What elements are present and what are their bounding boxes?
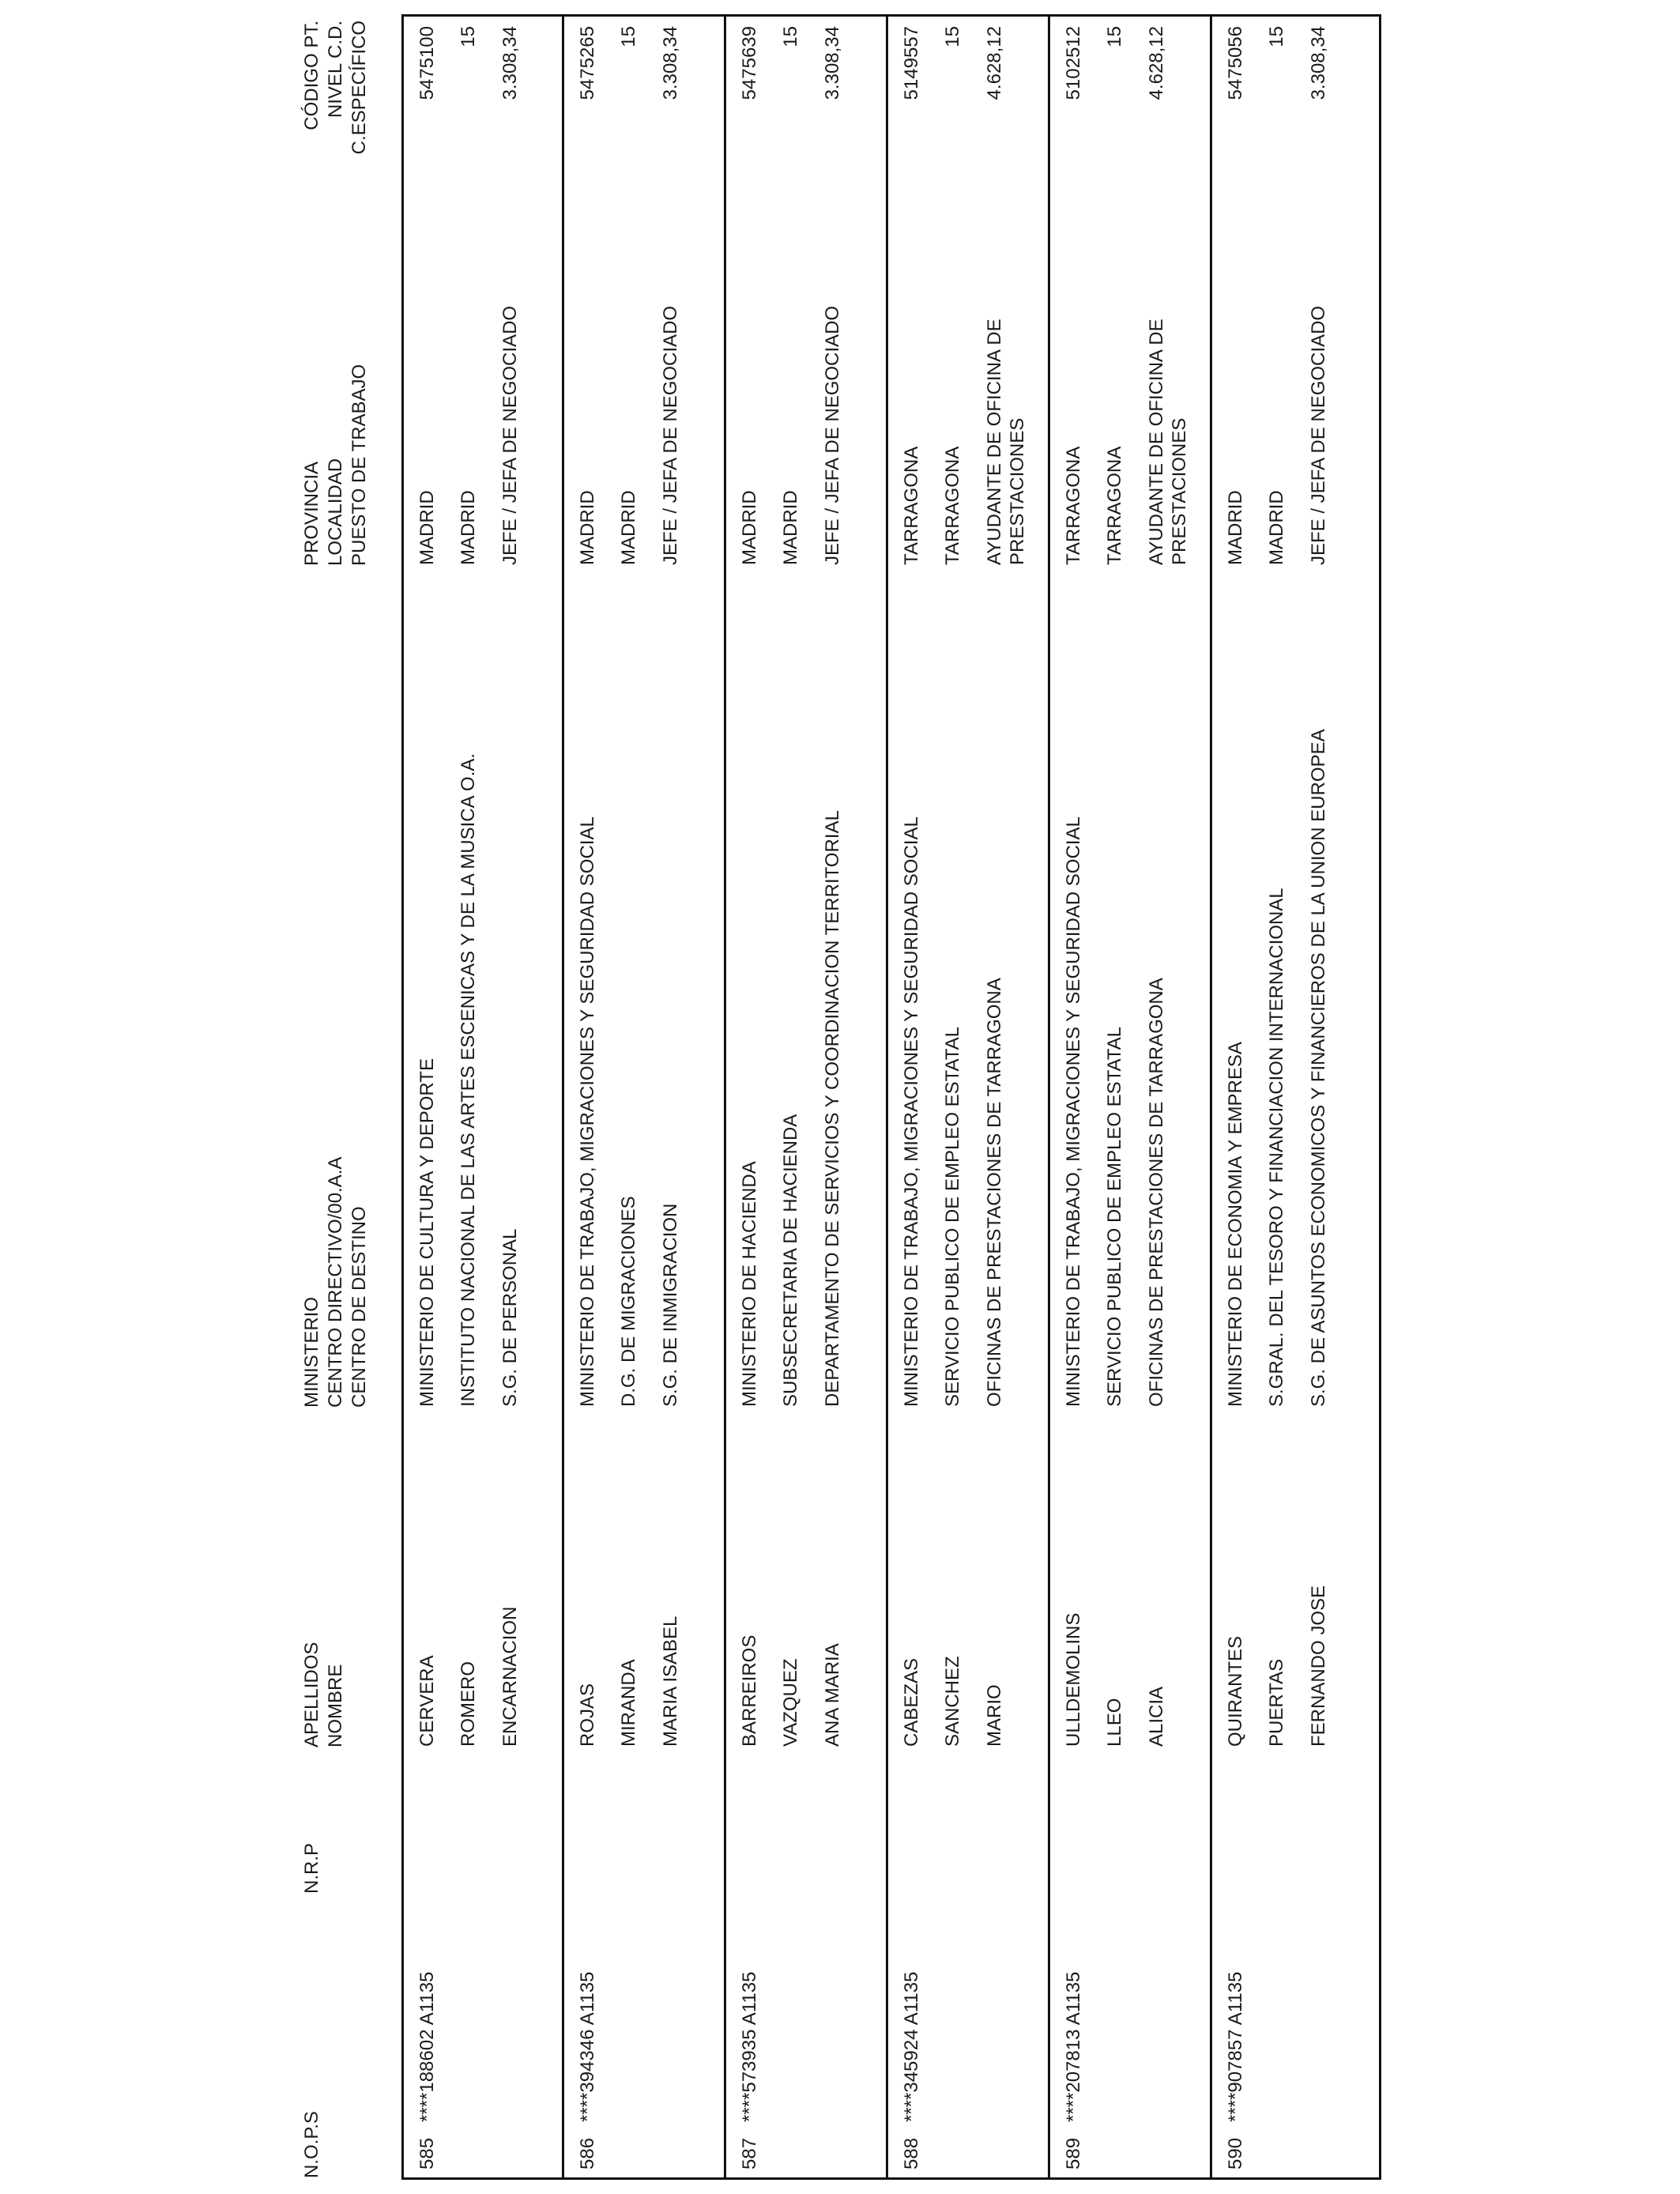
surname-1-cell: ROJAS [577, 1683, 598, 1747]
header-centro-destino-line: CENTRO DE DESTINO [348, 1206, 370, 1408]
header-nombre-line: NOMBRE [325, 1664, 346, 1747]
nrp-cell: ****207813 A1135 [1063, 1971, 1084, 2122]
given-name-cell: ALICIA [1146, 1686, 1167, 1747]
surname-2-cell: VAZQUEZ [780, 1658, 801, 1747]
level-cell: 15 [618, 26, 639, 47]
table-row [1210, 17, 1379, 2177]
directorate-cell: SERVICIO PUBLICO DE EMPLEO ESTATAL [942, 1026, 963, 1407]
nops-cell: 590 [1225, 2137, 1246, 2169]
header-codigo [300, 21, 371, 250]
destination-cell: OFICINAS DE PRESTACIONES DE TARRAGONA [1146, 978, 1167, 1407]
surname-2-cell: MIRANDA [618, 1659, 639, 1747]
records-table [401, 14, 1381, 2180]
table-row [886, 17, 1048, 2177]
directorate-cell: D.G. DE MIGRACIONES [618, 1196, 639, 1407]
header-ministerio-line: MINISTERIO [301, 1296, 322, 1408]
header-puesto-line: PUESTO DE TRABAJO [348, 364, 370, 566]
code-cell: 5475265 [577, 26, 598, 100]
job-title-cell: AYUDANTE DE OFICINA DE PRESTACIONES [984, 319, 1028, 565]
ministry-cell: MINISTERIO DE HACIENDA [739, 1161, 760, 1407]
nrp-cell: ****345924 A1135 [901, 1971, 922, 2122]
surname-2-cell: LLEO [1104, 1698, 1125, 1747]
header-provincia [300, 364, 371, 566]
level-cell: 15 [1266, 26, 1287, 47]
locality-cell: MADRID [1266, 490, 1287, 565]
level-cell: 15 [780, 26, 801, 47]
level-cell: 15 [942, 26, 963, 47]
locality-cell: MADRID [618, 490, 639, 565]
header-centro-directivo-line: CENTRO DIRECTIVO/00.A.A [325, 1156, 346, 1408]
header-provincia-line: PROVINCIA [301, 461, 322, 566]
ministry-cell: MINISTERIO DE TRABAJO, MIGRACIONES Y SEGURIDAD SOCIAL [901, 816, 922, 1407]
ministry-cell: MINISTERIO DE TRABAJO, MIGRACIONES Y SEGURIDAD SOCIAL [1063, 816, 1084, 1407]
specific-supplement-cell: 4.628,12 [1146, 26, 1167, 100]
nops-cell: 585 [416, 2137, 438, 2169]
header-ministerio [300, 1157, 371, 1408]
specific-supplement-cell: 4.628,12 [984, 26, 1005, 100]
table-row [1048, 17, 1210, 2177]
nops-cell: 589 [1063, 2137, 1084, 2169]
destination-cell: S.G. DE ASUNTOS ECONOMICOS Y FINANCIEROS DE LA UNION EUROPEA [1308, 729, 1329, 1407]
code-cell: 5149557 [901, 26, 922, 100]
header-nops [300, 2111, 324, 2178]
surname-1-cell: ULLDEMOLINS [1063, 1612, 1084, 1747]
directorate-cell: SUBSECRETARIA DE HACIENDA [780, 1114, 801, 1407]
header-nrp-label: N.R.P [301, 1842, 322, 1894]
code-cell: 5102512 [1063, 26, 1084, 100]
level-cell: 15 [458, 26, 479, 47]
specific-supplement-cell: 3.308,34 [822, 26, 843, 100]
locality-cell: MADRID [458, 490, 479, 565]
specific-supplement-cell: 3.308,34 [499, 26, 521, 100]
code-cell: 5475056 [1225, 26, 1246, 100]
nrp-cell: ****573935 A1135 [739, 1971, 760, 2122]
given-name-cell: MARIA ISABEL [660, 1615, 681, 1747]
job-title-cell: JEFE / JEFA DE NEGOCIADO [822, 305, 843, 565]
header-localidad-line: LOCALIDAD [325, 458, 346, 566]
directorate-cell: S.GRAL. DEL TESORO Y FINANCIACION INTERNACIONAL [1266, 888, 1287, 1407]
nops-cell: 587 [739, 2137, 760, 2169]
nrp-cell: ****907857 A1135 [1225, 1971, 1246, 2122]
province-cell: MADRID [739, 490, 760, 565]
code-cell: 5475639 [739, 26, 760, 100]
specific-supplement-cell: 3.308,34 [1308, 26, 1329, 100]
nrp-cell: ****394346 A1135 [577, 1971, 598, 2122]
header-nops-label: N.O.P.S [301, 2111, 322, 2178]
surname-1-cell: CERVERA [416, 1655, 438, 1747]
job-title-cell: JEFE / JEFA DE NEGOCIADO [499, 305, 521, 565]
header-nivel-line: NIVEL C.D. [325, 21, 346, 119]
job-title-cell: AYUDANTE DE OFICINA DE PRESTACIONES [1146, 319, 1190, 565]
province-cell: MADRID [1225, 490, 1246, 565]
nops-cell: 586 [577, 2137, 598, 2169]
header-apellidos-line: APELLIDOS [301, 1642, 322, 1747]
directorate-cell: INSTITUTO NACIONAL DE LAS ARTES ESCENICAS Y DE LA MUSICA O.A. [458, 753, 479, 1407]
locality-cell: MADRID [780, 490, 801, 565]
locality-cell: TARRAGONA [1104, 446, 1125, 565]
header-apellidos [300, 1642, 348, 1747]
header-codigo-line: CÓDIGO PT. [301, 21, 322, 130]
surname-2-cell: ROMERO [458, 1661, 479, 1747]
destination-cell: S.G. DE INMIGRACION [660, 1203, 681, 1407]
nrp-cell: ****188602 A1135 [416, 1971, 438, 2122]
ministry-cell: MINISTERIO DE CULTURA Y DEPORTE [416, 1058, 438, 1407]
header-especifico-line: C.ESPECÍFICO [348, 21, 370, 155]
specific-supplement-cell: 3.308,34 [660, 26, 681, 100]
table-row [562, 17, 724, 2177]
surname-2-cell: PUERTAS [1266, 1658, 1287, 1747]
surname-2-cell: SANCHEZ [942, 1656, 963, 1747]
destination-cell: S.G. DE PERSONAL [499, 1228, 521, 1407]
given-name-cell: FERNANDO JOSE [1308, 1585, 1329, 1747]
nops-cell: 588 [901, 2137, 922, 2169]
code-cell: 5475100 [416, 26, 438, 100]
table-row [724, 17, 886, 2177]
job-title-cell: JEFE / JEFA DE NEGOCIADO [1308, 305, 1329, 565]
surname-1-cell: QUIRANTES [1225, 1635, 1246, 1747]
directorate-cell: SERVICIO PUBLICO DE EMPLEO ESTATAL [1104, 1026, 1125, 1407]
province-cell: MADRID [577, 490, 598, 565]
given-name-cell: MARIO [984, 1684, 1005, 1747]
locality-cell: TARRAGONA [942, 446, 963, 565]
surname-1-cell: BARREIROS [739, 1634, 760, 1747]
given-name-cell: ANA MARIA [822, 1643, 843, 1747]
header-nrp [300, 1843, 324, 1894]
job-title-cell: JEFE / JEFA DE NEGOCIADO [660, 305, 681, 565]
destination-cell: DEPARTAMENTO DE SERVICIOS Y COORDINACION TERRITORIAL [822, 810, 843, 1407]
destination-cell: OFICINAS DE PRESTACIONES DE TARRAGONA [984, 978, 1005, 1407]
province-cell: TARRAGONA [1063, 446, 1084, 565]
province-cell: MADRID [416, 490, 438, 565]
ministry-cell: MINISTERIO DE TRABAJO, MIGRACIONES Y SEGURIDAD SOCIAL [577, 816, 598, 1407]
given-name-cell: ENCARNACION [499, 1606, 521, 1747]
surname-1-cell: CABEZAS [901, 1657, 922, 1747]
ministry-cell: MINISTERIO DE ECONOMIA Y EMPRESA [1225, 1042, 1246, 1407]
table-row [404, 17, 562, 2177]
level-cell: 15 [1104, 26, 1125, 47]
province-cell: TARRAGONA [901, 446, 922, 565]
